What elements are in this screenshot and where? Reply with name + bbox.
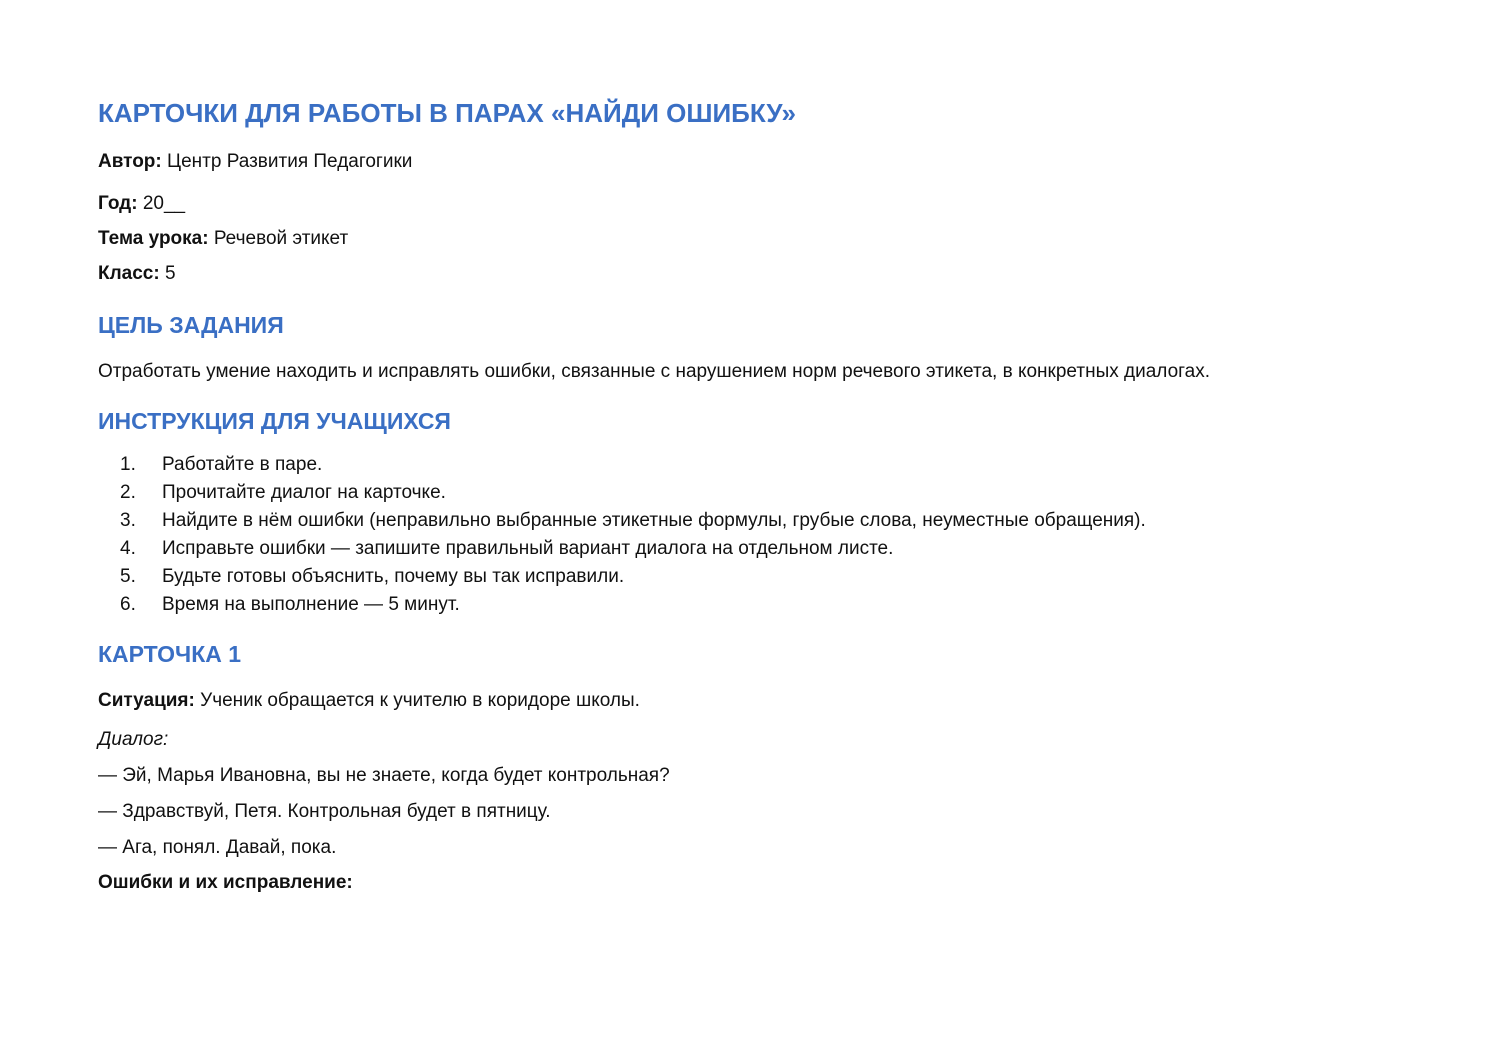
dialog-line: — Ага, понял. Давай, пока. — [98, 837, 337, 858]
class-value: 5 — [159, 263, 176, 284]
instructions-heading: ИНСТРУКЦИЯ ДЛЯ УЧАЩИХСЯ — [98, 408, 451, 434]
year-label: Год: — [98, 193, 138, 214]
dialog-line: — Эй, Марья Ивановна, вы не знаете, когда будет контрольная? — [98, 765, 670, 786]
list-item-text: Прочитайте диалог на карточке. — [162, 482, 446, 503]
dialog-label: Диалог: — [98, 729, 169, 750]
topic-value: Речевой этикет — [208, 228, 349, 249]
situation-label: Ситуация: — [98, 690, 195, 711]
author-label: Автор: — [98, 151, 162, 172]
list-item — [98, 507, 1418, 535]
year-value: 20__ — [137, 193, 186, 214]
situation-line — [98, 687, 1418, 715]
list-item-text: Найдите в нём ошибки (неправильно выбранные этикетные формулы, грубые слова, неуместные обращения). — [162, 510, 1146, 531]
list-item-number: 3. — [120, 510, 136, 531]
class-label: Класс: — [98, 263, 160, 284]
errors-label-text: Ошибки и их исправление: — [98, 872, 353, 893]
topic-line — [98, 225, 1418, 253]
topic-label: Тема урока: — [98, 228, 209, 249]
list-item-text: Будьте готовы объяснить, почему вы так исправили. — [162, 566, 625, 587]
author-line — [98, 148, 1418, 176]
list-item — [98, 591, 1418, 619]
list-item-number: 1. — [120, 454, 136, 475]
card1-heading: КАРТОЧКА 1 — [98, 641, 242, 667]
situation-value: Ученик обращается к учителю в коридоре школы. — [194, 690, 640, 711]
author-value: Центр Развития Педагогики — [161, 151, 413, 172]
list-item — [98, 563, 1418, 591]
list-item — [98, 479, 1418, 507]
dialog-line: — Здравствуй, Петя. Контрольная будет в пятницу. — [98, 801, 551, 822]
errors-label — [98, 869, 1418, 897]
goal-heading: ЦЕЛЬ ЗАДАНИЯ — [98, 312, 284, 338]
list-item — [98, 451, 1418, 479]
list-item-text: Исправьте ошибки — запишите правильный вариант диалога на отдельном листе. — [162, 538, 894, 559]
list-item — [98, 535, 1418, 563]
instructions-list — [98, 451, 1418, 619]
list-item-number: 4. — [120, 538, 136, 559]
document-title: КАРТОЧКИ ДЛЯ РАБОТЫ В ПАРАХ «НАЙДИ ОШИБКУ» — [98, 98, 797, 128]
list-item-text: Время на выполнение — 5 минут. — [162, 594, 460, 615]
goal-text: Отработать умение находить и исправлять ошибки, связанные с нарушением норм речевого этикета, в конкретных диалогах. — [98, 361, 1210, 382]
list-item-number: 2. — [120, 482, 136, 503]
list-item-number: 6. — [120, 594, 136, 615]
document-page — [98, 94, 1418, 897]
year-line — [98, 190, 1418, 218]
list-item-number: 5. — [120, 566, 136, 587]
list-item-text: Работайте в паре. — [162, 454, 323, 475]
class-line — [98, 260, 1418, 288]
